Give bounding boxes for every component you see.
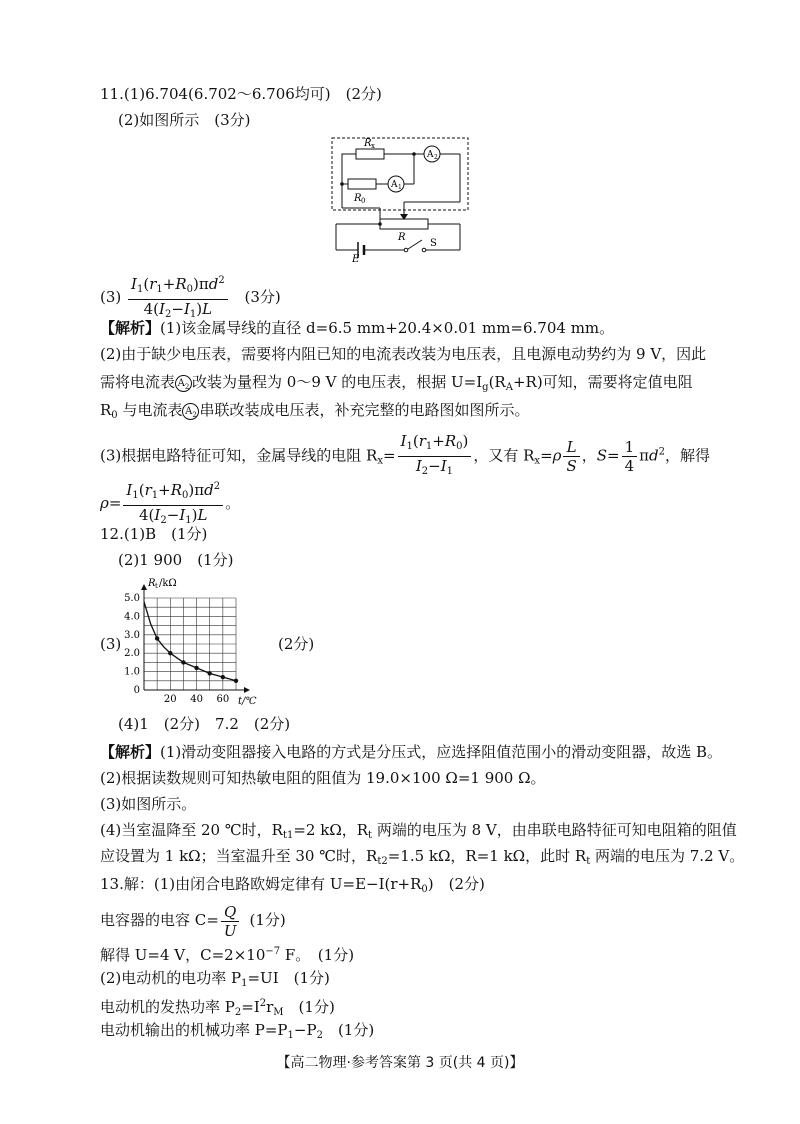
q12-jiexi-1: 【解析】(1)滑动变阻器接入电路的方式是分压式，应选择阻值范围小的滑动变阻器，故选 B。 xyxy=(100,743,723,761)
y-axis-label: R xyxy=(148,578,156,589)
y-tick-label: 4.0 xyxy=(124,611,140,623)
q12-jiexi-2: (2)根据读数规则可知热敏电阻的阻值为 19.0×100 Ω=1 900 Ω。 xyxy=(100,769,546,787)
q11-jiexi-3: (3)根据电路特征可知，金属导线的电阻 $R_x=$ $\frac{I_1(r_1+R_0)}{I_2-I_1}$ ，又有 $R_x=\rho$ $\frac{L}{S}$ ，S= $\frac{1}{4}$ $\pi d^2$，解得 xyxy=(100,432,711,477)
ammeter-a2-circle: $A_2$ xyxy=(175,375,192,392)
q13-part5: 电动机的发热功率 $P_2=I^2r_M$ (1分) xyxy=(100,998,335,1018)
label-r0-sub: 0 xyxy=(361,197,366,205)
q12-part3-score: (2分) xyxy=(278,635,315,653)
q11-jiexi-2b: 需将电流表 $A_2$ 改装为量程为 0～9 V 的电压表，根据 $U=I_g(R_A+R)$可知，需要将定值电阻 xyxy=(100,373,693,393)
rheostat-r xyxy=(380,219,428,229)
q12-jiexi-4a: (4)当室温降至 20 ℃时，$R_{t1}=2$ kΩ，$R_t$ 两端的电压为 8 V，由串联电路特征可知电阻箱的阻值 xyxy=(100,821,737,841)
q12-part2: (2)1 900 (1分) xyxy=(118,551,234,569)
q11-jiexi-1: 【解析】(1)该金属导线的直径 d=6.5 mm+20.4×0.01 mm=6.704 mm。 xyxy=(100,319,615,337)
switch-s xyxy=(408,240,422,249)
y-axis-label-unit: /kΩ xyxy=(159,578,177,589)
resistor-rx xyxy=(356,149,384,159)
y-axis-arrow xyxy=(141,584,147,590)
q12-part1: 12.(1)B (1分) xyxy=(100,525,208,543)
label-r: R xyxy=(398,232,406,243)
y-tick-label: 5.0 xyxy=(124,593,140,604)
q12-part3-prefix: (3) xyxy=(100,635,122,653)
q11-jiexi-2c: $R_0$ 与电流表 $A_2$ 串联改装成电压表，补充完整的电路图如图所示。 xyxy=(100,401,530,421)
label-rx: R xyxy=(364,138,372,149)
page-footer: 【高二物理·参考答案第 3 页(共 4 页)】 xyxy=(276,1055,524,1071)
label-rx-sub: x xyxy=(371,142,375,150)
circuit-diagram xyxy=(320,132,480,264)
rt-vs-t-chart xyxy=(118,576,268,706)
y-tick-label: 2.0 xyxy=(124,648,140,660)
ammeter-a2-circle-2: $A_2$ xyxy=(182,403,199,420)
data-point xyxy=(208,671,212,675)
y-tick-label: 3.0 xyxy=(124,629,140,641)
data-point xyxy=(181,660,185,664)
x-tick-label: 60 xyxy=(216,694,230,705)
label-e: E xyxy=(352,254,360,264)
label-s: S xyxy=(430,238,437,249)
q12-part4: (4)1 (2分) 7.2 (2分) xyxy=(118,715,291,733)
q11-part1: 11.(1)6.704(6.702～6.706均可) (2分) xyxy=(100,85,382,103)
data-point xyxy=(168,651,172,655)
rt-curve xyxy=(144,602,236,681)
q13-part3: 解得 U=4 V，$C=2\times 10^{-7}$ F。 (1分) xyxy=(100,946,355,964)
x-tick-label: 20 xyxy=(163,694,177,705)
label-a2-sub: 2 xyxy=(434,154,438,161)
data-point xyxy=(155,636,159,640)
y-tick-label: 1.0 xyxy=(124,666,140,678)
q13-part1: 13.解：(1)由闭合电路欧姆定律有 $U=E-I(r+R_0)$ (2分) xyxy=(100,875,485,895)
q13-part2: 电容器的电容 C= $\frac{Q}{U}$ (1分) xyxy=(100,902,286,940)
y-axis-label-sub: t xyxy=(155,582,158,590)
y-tick-label: 0 xyxy=(133,685,140,696)
x-tick-label: 40 xyxy=(190,694,203,705)
label-a1: A xyxy=(391,180,398,190)
q11-jiexi-3-result: ρ= $\frac{I_1(r_1+R_0)\pi d^2}{4(I_2-I_1)L}$ 。 xyxy=(100,478,240,530)
label-r0: R xyxy=(354,193,362,204)
q12-jiexi-3: (3)如图所示。 xyxy=(100,795,197,813)
q12-jiexi-4b: 应设置为 1 kΩ；当室温升至 30 ℃时，$R_{t2}=1.5$ kΩ，R=1 kΩ，此时 $R_t$ 两端的电压为 7.2 V。 xyxy=(100,847,745,867)
data-point xyxy=(194,666,198,670)
data-point xyxy=(221,675,225,679)
data-point xyxy=(234,679,238,683)
resistor-r0 xyxy=(348,179,376,189)
q11-jiexi-2a: (2)由于缺少电压表，需要将内阻已知的电流表改装为电压表，且电源电动势约为 9 V，因此 xyxy=(100,345,707,363)
label-a1-sub: 1 xyxy=(398,184,402,191)
x-axis-label: t/℃ xyxy=(238,696,257,706)
q11-part3: (3) $\frac{I_1(r_1+R_0)\pi d^2}{4(I_2-I_1)L}$ (3分) xyxy=(100,272,281,324)
label-a2: A xyxy=(427,150,434,160)
x-axis-arrow xyxy=(244,687,250,693)
formula-rho: $\frac{I_1(r_1+R_0)\pi d^2}{4(I_2-I_1)L}$ xyxy=(128,272,228,324)
q13-part4: (2)电动机的电功率 $P_1=UI$ (1分) xyxy=(100,969,330,989)
q11-part2: (2)如图所示 (3分) xyxy=(118,111,251,129)
q13-part6: 电动机输出的机械功率 $P=P_1-P_2$ (1分) xyxy=(100,1021,375,1041)
